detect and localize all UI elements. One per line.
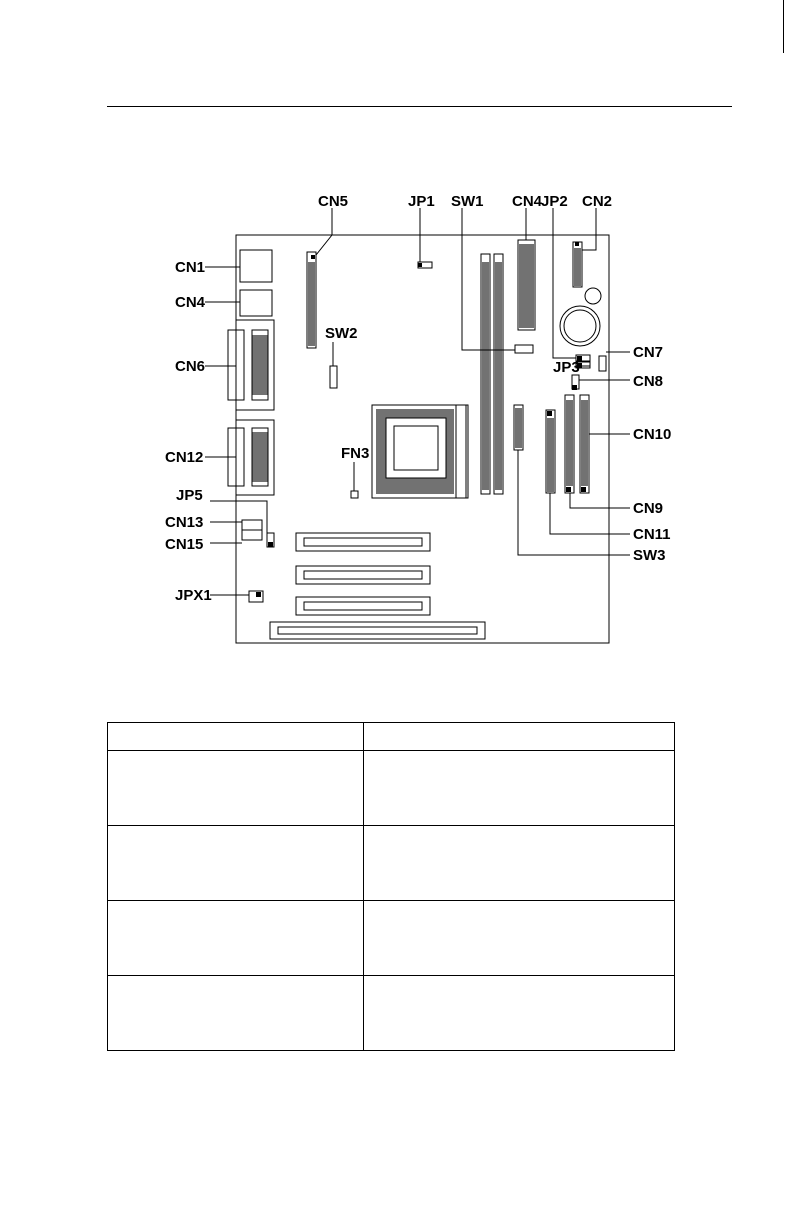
label-jp3: JP3	[553, 359, 580, 376]
pci-slot-3	[296, 597, 430, 615]
table-row	[108, 826, 675, 901]
fn3-connector	[351, 491, 358, 498]
label-fn3: FN3	[341, 445, 370, 462]
label-jp2: JP2	[541, 193, 568, 210]
label-cn4-top: CN4	[512, 193, 543, 210]
label-cn12: CN12	[165, 449, 204, 466]
table-cell	[364, 901, 675, 976]
label-sw3: SW3	[633, 547, 666, 564]
cn15-connector	[242, 530, 262, 540]
label-sw2: SW2	[325, 325, 358, 342]
label-cn13: CN13	[165, 514, 204, 531]
label-jpx1: JPX1	[175, 587, 212, 604]
label-cn15: CN15	[165, 536, 204, 553]
table-row	[108, 751, 675, 826]
table-cell	[108, 826, 364, 901]
table-header-row	[108, 723, 675, 751]
label-cn2: CN2	[582, 193, 613, 210]
table-row	[108, 901, 675, 976]
label-cn7: CN7	[633, 344, 664, 361]
table-cell	[108, 976, 364, 1051]
label-jp1: JP1	[408, 193, 435, 210]
label-cn4-left: CN4	[175, 294, 206, 311]
cn7-connector	[599, 356, 606, 371]
label-cn6: CN6	[175, 358, 206, 375]
cn1-connector	[240, 250, 272, 282]
sw1-switch	[515, 345, 533, 353]
label-cn8: CN8	[633, 373, 664, 390]
label-cn9: CN9	[633, 500, 664, 517]
pci-slot-2	[296, 566, 430, 584]
label-sw1: SW1	[451, 193, 484, 210]
label-cn1: CN1	[175, 259, 206, 276]
isa-slot	[270, 622, 485, 639]
table-cell	[364, 751, 675, 826]
pci-slot-1	[296, 533, 430, 551]
settings-table	[107, 722, 675, 1051]
table-cell	[108, 901, 364, 976]
table-cell	[364, 826, 675, 901]
label-jp5: JP5	[176, 487, 203, 504]
label-cn11: CN11	[633, 526, 671, 543]
cn4-left-connector	[240, 290, 272, 316]
table-header-cell	[108, 723, 364, 751]
table-header-cell	[364, 723, 675, 751]
table-cell	[108, 751, 364, 826]
label-cn5: CN5	[318, 193, 349, 210]
table-cell	[364, 976, 675, 1051]
cn13-connector	[242, 520, 262, 530]
sw2-switch	[330, 366, 337, 388]
table-row	[108, 976, 675, 1051]
label-cn10: CN10	[633, 426, 672, 443]
buzzer	[585, 288, 601, 304]
